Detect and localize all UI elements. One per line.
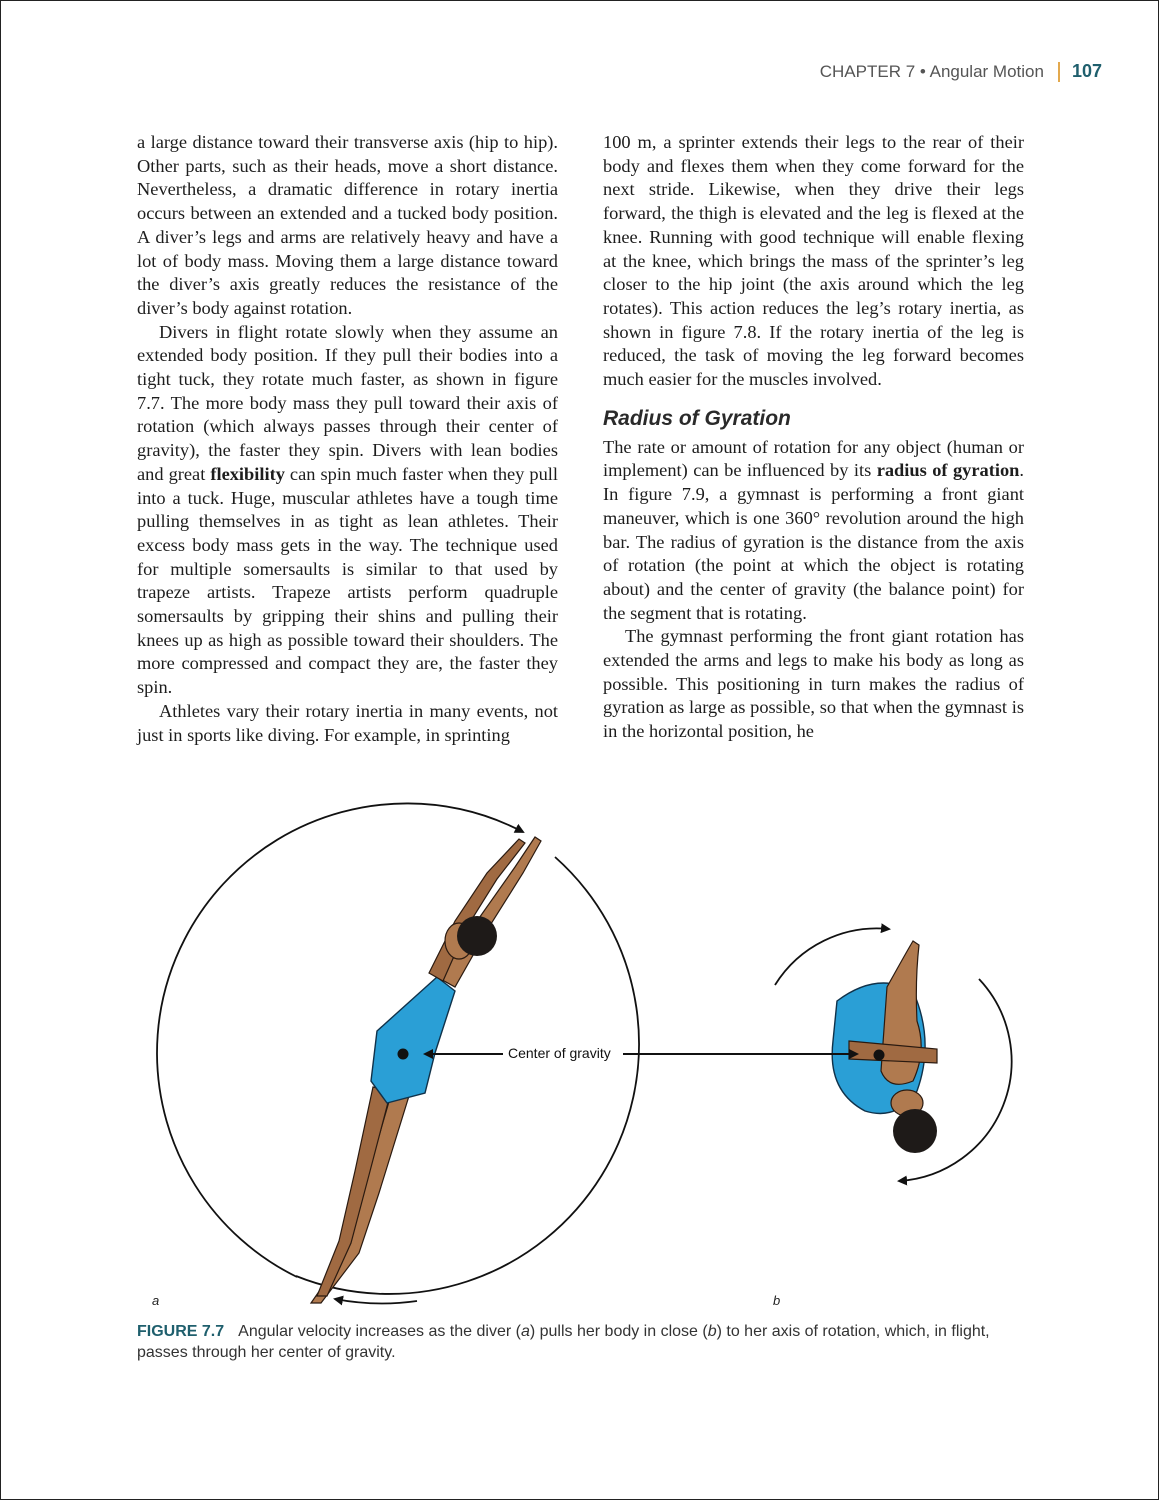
paragraph: The rate or amount of rotation for any object (human or implement) can be influenced by its radius of gyration. In figure 7.9, a gymnast is performing a front giant maneuver, which is one 360° revolution around the high bar. The radius of gyration is the distance from the axis of rotation (the point at which the object is rotating about) and the center of gravity (the balance point) for the segment that is rotating.	[603, 436, 1024, 623]
diver-tucked-figure	[832, 941, 937, 1153]
paragraph: The gymnast performing the front giant rotation has extended the arms and legs to make his body as long as possible. This positioning in turn makes the radius of gyration as large as possible, so that when the gymnast is in the horizontal position, he	[603, 626, 1024, 742]
key-term: radius of gyration	[876, 460, 1020, 481]
panel-label-a: a	[152, 1293, 160, 1308]
running-header	[820, 61, 1102, 82]
center-of-gravity-label: Center of gravity	[505, 1045, 614, 1061]
paragraph: Athletes vary their rotary inertia in many events, not just in sports like diving. For example, in sprinting	[137, 700, 558, 745]
right-column	[603, 131, 1024, 744]
panel-label-b: b	[773, 1293, 781, 1308]
section-heading: Radius of Gyration	[603, 406, 791, 430]
figure-number: FIGURE 7.7	[137, 1323, 225, 1340]
key-term: flexibility	[210, 463, 285, 484]
paragraph: Divers in flight rotate slowly when they assume an extended body position. If they pull their bodies into a tight tuck, they rotate much faster, as shown in figure 7.7. The more body mass they pull toward their axis of rotation (which always passes through their center of gravity), the faster they spin. Divers with lean bodies and great flexibility can spin much faster when they pull into a tuck. Huge, muscular athletes have a tough time pulling themselves in as tight as lean athletes. Their excess body mass gets in the way. The technique used for multiple somersaults is similar to that used by trapeze artists. Trapeze artists perform quadruple somersaults by gripping their shins and pulling their knees up as high as possible toward their shoulders. The more compressed and compact they are, the faster they spin.	[137, 321, 558, 698]
chapter-title: CHAPTER 7 • Angular Motion	[819, 61, 1044, 81]
figure-7-7	[137, 791, 1027, 1321]
figure-caption: FIGURE 7.7 Angular velocity increases as the diver (a) pulls her body in close (b) to her axis of rotation, which, in flight, passes through her center of gravity.	[137, 1323, 990, 1361]
diver-extended-figure	[311, 837, 541, 1303]
paragraph: a large distance toward their transverse axis (hip to hip). Other parts, such as their heads, move a short distance. Nevertheless, a dramatic difference in rotary inertia occurs between an extended and a tucked body position. A diver’s legs and arms are relatively heavy and have a lot of body mass. Moving them a large distance toward the diver’s axis greatly reduces the resistance of the diver’s body against rotation.	[137, 132, 558, 318]
left-column	[137, 131, 558, 747]
paragraph: 100 m, a sprinter extends their legs to the rear of their body and flexes them when they come forward for the next stride. Likewise, when they drive their legs forward, the thigh is elevated and the leg is flexed at the knee. Running with good technique will enable flexing at the knee, which brings the mass of the sprinter’s leg closer to the hip joint (the axis around which the leg rotates). This action reduces the leg’s rotary inertia, as shown in figure 7.8. If the rotary inertia of the leg is reduced, the task of moving the leg forward becomes much easier for the muscles involved.	[603, 132, 1024, 390]
header-divider	[1058, 62, 1060, 82]
page-number: 107	[1071, 61, 1102, 81]
